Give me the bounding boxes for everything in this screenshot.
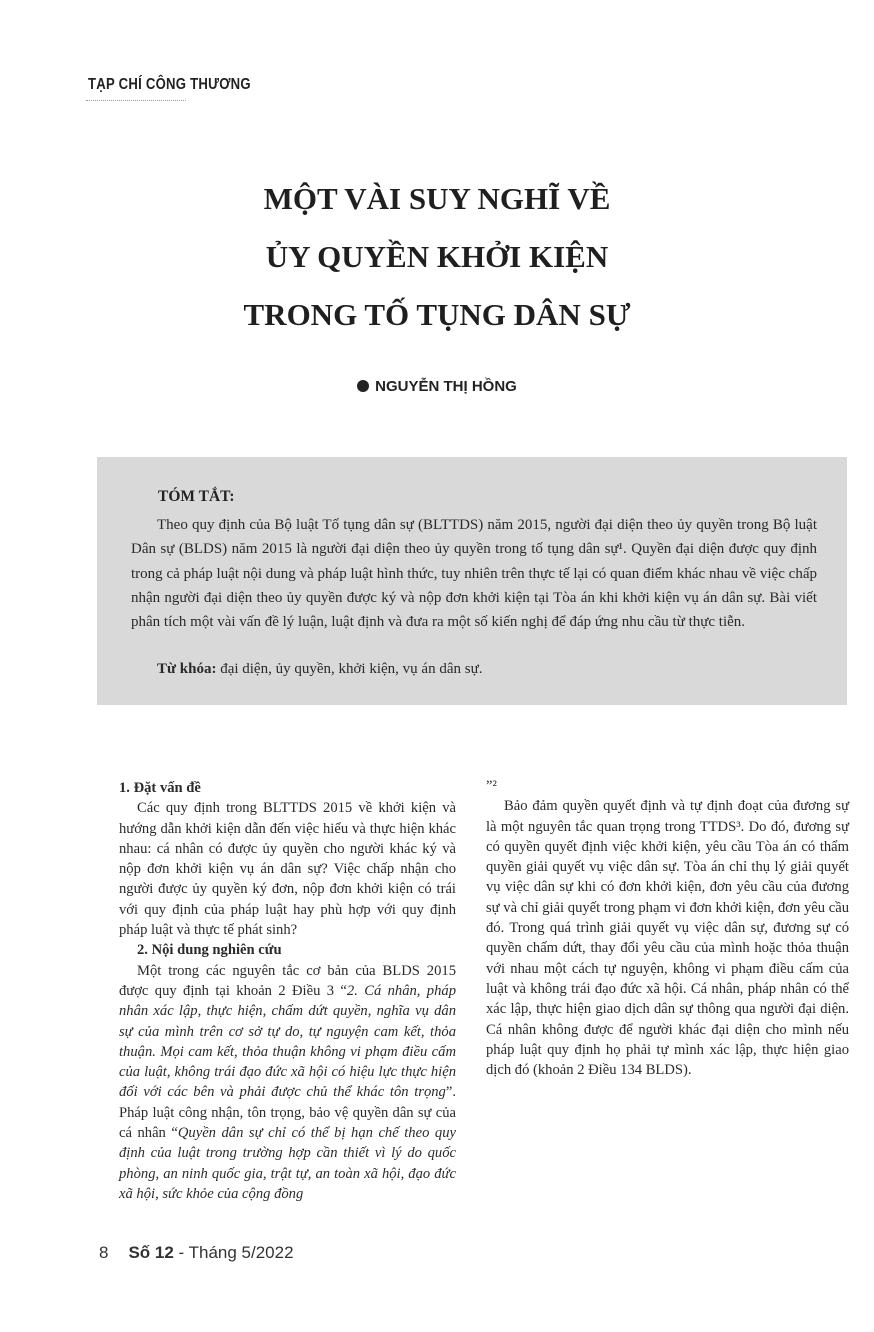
author-line: [0, 378, 874, 395]
section-2-paragraph-1-continued: [486, 776, 849, 796]
section-1-heading: 1. Đặt vấn đề: [119, 780, 201, 796]
section-2-paragraph-2: Bảo đảm quyền quyết định và tự định đoạt của đương sự là một nguyên tắc quan trọng trong TTDS³. Do đó, đương sự có quyền quyết định việc khởi kiện, yêu cầu Tòa án có thẩm quyền giải quyết vụ việc dân sự. Tòa án chỉ thụ lý giải quyết vụ việc dân sự khi có đơn khởi kiện, đơn yêu cầu của đương sự và chỉ giải quyết trong phạm vi đơn khởi kiện, đơn yêu cầu đó. Trong quá trình giải quyết vụ việc dân sự, đương sự có quyền chấm dứt, thay đổi yêu cầu của mình hoặc thỏa thuận với nhau một cách tự nguyện, không vi phạm điều cấm của luật và không trái đạo đức xã hội. Cá nhân, pháp nhân có thể xác lập, thực hiện giao dịch dân sự thông qua người đại diện. Cá nhân không được để người khác đại diện cho mình nếu pháp luật quy định họ phải tự mình xác lập, thực hiện giao dịch đó (khoản 2 Điều 134 BLDS).: [486, 798, 849, 1079]
abstract-body: Theo quy định của Bộ luật Tố tụng dân sự (BLTTDS) năm 2015, người đại diện theo ủy quyền trong Bộ luật Dân sự (BLDS) năm 2015 là người đại diện theo ủy quyền trong tố tụng dân sự¹. Quyền đại diện được quy định trong cả pháp luật nội dung và pháp luật hình thức, tuy nhiên trên thực tế lại có quan điểm khác nhau về việc chấp nhận người đại diện theo ủy quyền được ký và nộp đơn khởi kiện tại Tòa án khi khởi kiện vụ án dân sự. Bài viết phân tích một vài vấn đề lý luận, luật định và đưa ra một số kiến nghị để đáp ứng nhu cầu từ thực tiễn.: [131, 517, 817, 631]
keywords-text: đại diện, ủy quyền, khởi kiện, vụ án dân sự.: [220, 661, 483, 677]
title-line-2: ỦY QUYỀN KHỞI KIỆN: [265, 239, 609, 274]
abstract-heading: TÓM TẮT:: [158, 488, 235, 505]
page-number: 8: [99, 1243, 109, 1262]
column-left: [119, 778, 456, 1204]
section-2-end-continued: ”²: [486, 778, 497, 794]
column-right: [486, 776, 849, 1080]
section-2-lead: Một trong các nguyên tắc cơ bản của BLDS 2015 được quy định tại khoản 2 Điều 3 “: [119, 962, 456, 999]
issue-date: - Tháng 5/2022: [173, 1243, 294, 1262]
section-2-paragraph-1: [119, 961, 456, 1205]
article-title: [0, 170, 874, 344]
bullet-icon: [357, 380, 369, 392]
journal-name: TẠP CHÍ CÔNG THƯƠNG: [88, 76, 251, 93]
keywords-label: Từ khóa:: [157, 661, 217, 677]
issue-label: Số 12: [128, 1243, 174, 1262]
section-2-quote: 2. Cá nhân, pháp nhân xác lập, thực hiện, chấm dứt quyền, nghĩa vụ dân sự của mình trên cơ sở tự do, tự nguyện cam kết, thỏa thuận. Mọi cam kết, thỏa thuận không vi phạm điều cấm của luật, không trái đạo đức xã hội có hiệu lực thực hiện đối với các bên và phải được chủ thể khác tôn trọng: [119, 982, 456, 1101]
section-1-paragraph: Các quy định trong BLTTDS 2015 về khởi kiện và hướng dẫn khởi kiện dẫn đến việc hiểu và thực hiện khác nhau: cá nhân có được ủy quyền cho người khác ký và nộp đơn khởi kiện vụ án dân sự? Việc chấp nhận cho người được ủy quyền ký đơn, nộp đơn khởi kiện có trái với quy định của pháp luật hay phù hợp với quy định pháp luật và thực tế phát sinh?: [119, 800, 456, 939]
author-name: NGUYỄN THỊ HỒNG: [375, 378, 517, 395]
journal-rule: [86, 100, 186, 101]
section-2-mid: ”. Pháp luật công nhận, tôn trọng, bảo vệ quyền dân sự của cá nhân “: [119, 1084, 456, 1142]
title-line-3: TRONG TỐ TỤNG DÂN SỰ: [243, 297, 631, 332]
section-2-heading: 2. Nội dung nghiên cứu: [137, 942, 282, 959]
title-line-1: MỘT VÀI SUY NGHĨ VỀ: [263, 181, 611, 216]
section-2-quote-2: Quyền dân sự chỉ có thể bị hạn chế theo quy định của luật trong trường hợp cần thiết vì lý do quốc phòng, an ninh quốc gia, trật tự, an toàn xã hội, đạo đức xã hội, sức khỏe của cộng đồng: [119, 1125, 456, 1202]
keywords: [157, 661, 817, 678]
page-footer: [99, 1243, 294, 1263]
